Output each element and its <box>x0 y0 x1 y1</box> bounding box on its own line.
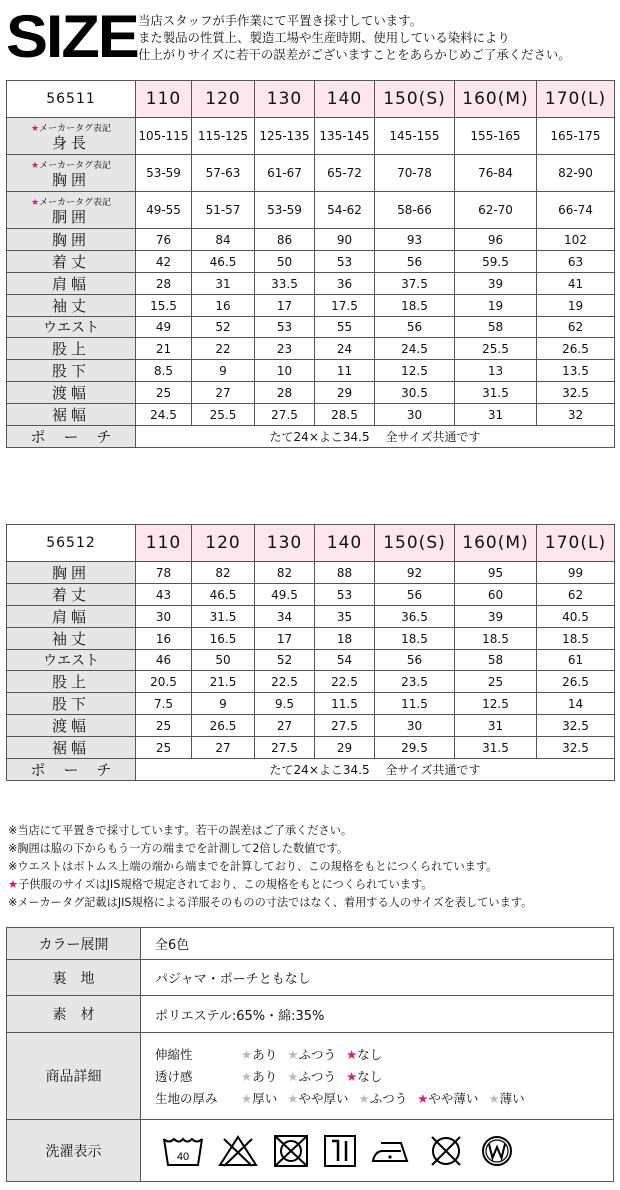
cell: 62 <box>537 584 615 606</box>
cell: 54-62 <box>315 192 375 229</box>
star-icon: ★ <box>287 1069 299 1084</box>
cell: 59.5 <box>455 251 537 273</box>
cell: 82-90 <box>537 155 615 192</box>
row-label: 肩幅 <box>7 273 136 295</box>
pouch-row <box>7 426 615 448</box>
wash-label: 洗濯表示 <box>7 1120 141 1182</box>
cell: 62 <box>537 317 615 338</box>
detail-name: 伸縮性 <box>155 1047 193 1062</box>
star-icon: ★ <box>241 1047 253 1062</box>
cell: 155-165 <box>455 118 537 155</box>
row-label: 裾幅 <box>7 404 136 426</box>
cell: 18.5 <box>455 628 537 650</box>
cell: 28 <box>136 273 192 295</box>
size-140: 140 <box>315 525 375 562</box>
cell: 27 <box>192 382 255 404</box>
size-170: 170(L) <box>537 81 615 118</box>
star-icon: ★ <box>488 1091 500 1106</box>
size-120: 120 <box>192 81 255 118</box>
pouch-label: ポーチ <box>7 759 136 781</box>
note: ※ウエストはボトムス上端の端から端までを計算しており、この規格をもとにつくられています。 <box>8 860 498 873</box>
row-label: ウエスト <box>7 317 136 338</box>
cell: 15.5 <box>136 295 192 317</box>
cell: 86 <box>255 229 315 251</box>
cell: 40.5 <box>537 606 615 628</box>
cell: 16 <box>136 628 192 650</box>
cell: 53 <box>315 584 375 606</box>
cell: 25 <box>136 737 192 759</box>
row-label: 渡幅 <box>7 382 136 404</box>
cell: 30 <box>136 606 192 628</box>
cell: 56 <box>375 251 455 273</box>
cell: 23 <box>255 338 315 360</box>
cell: 58 <box>455 317 537 338</box>
table-row <box>7 382 615 404</box>
table-row <box>7 360 615 382</box>
cell: 56 <box>375 584 455 606</box>
cell: 23.5 <box>375 671 455 693</box>
detail-name: 透け感 <box>155 1069 193 1084</box>
table-row <box>7 251 615 273</box>
cell: 46.5 <box>192 584 255 606</box>
cell: 25 <box>136 382 192 404</box>
cell: 22.5 <box>315 671 375 693</box>
cell: 46 <box>136 650 192 671</box>
cell: 115-125 <box>192 118 255 155</box>
detail-option: ★厚い <box>241 1091 278 1106</box>
detail-option: ★やや厚い <box>287 1091 349 1106</box>
cell: 12.5 <box>455 693 537 715</box>
product-info-table <box>6 927 614 1182</box>
iron-low-icon <box>369 1133 415 1169</box>
size-header-row <box>7 81 615 118</box>
cell: 30 <box>375 715 455 737</box>
cell: 43 <box>136 584 192 606</box>
star-icon: ★ <box>287 1091 299 1106</box>
cell: 50 <box>255 251 315 273</box>
cell: 17 <box>255 295 315 317</box>
star-icon: ★ <box>8 878 19 891</box>
table-row <box>7 229 615 251</box>
cell: 19 <box>455 295 537 317</box>
cell: 26.5 <box>537 671 615 693</box>
detail-option: ★なし <box>345 1047 383 1062</box>
tag-label: ★メーカータグ表記 胴囲 <box>7 192 136 229</box>
star-icon: ★ <box>287 1047 299 1062</box>
size-130: 130 <box>255 81 315 118</box>
cell: 9 <box>192 360 255 382</box>
cell: 31 <box>455 404 537 426</box>
cell: 56 <box>375 317 455 338</box>
detail-item <box>155 1065 613 1087</box>
cell: 62-70 <box>455 192 537 229</box>
star-icon: ★ <box>417 1091 429 1106</box>
table-row <box>7 606 615 628</box>
size-110: 110 <box>136 525 192 562</box>
row-label: ウエスト <box>7 650 136 671</box>
cell: 57-63 <box>192 155 255 192</box>
cell: 96 <box>455 229 537 251</box>
color-value: 全6色 <box>141 928 614 960</box>
cell: 8.5 <box>136 360 192 382</box>
material-value: ポリエステル:65%・綿:35% <box>141 996 614 1033</box>
detail-option: ★なし <box>345 1069 383 1084</box>
table-row <box>7 671 615 693</box>
cell: 21.5 <box>192 671 255 693</box>
table-row <box>7 650 615 671</box>
cell: 105-115 <box>136 118 192 155</box>
size-150: 150(S) <box>375 81 455 118</box>
pouch-row <box>7 759 615 781</box>
cell: 27.5 <box>315 715 375 737</box>
detail-row <box>7 1033 614 1120</box>
cell: 42 <box>136 251 192 273</box>
cell: 61 <box>537 650 615 671</box>
cell: 18 <box>315 628 375 650</box>
cell: 99 <box>537 562 615 584</box>
cell: 66-74 <box>537 192 615 229</box>
size-170: 170(L) <box>537 525 615 562</box>
table-row <box>7 338 615 360</box>
star-icon: ★ <box>345 1047 358 1062</box>
wash-icons <box>141 1120 614 1182</box>
cell: 52 <box>255 650 315 671</box>
pouch-value: たて24×よこ34.5 全サイズ共通です <box>136 426 615 448</box>
row-label: 股下 <box>7 360 136 382</box>
cell: 31 <box>192 273 255 295</box>
cell: 25 <box>136 715 192 737</box>
cell: 14 <box>537 693 615 715</box>
row-label: 裾幅 <box>7 737 136 759</box>
wet-clean-icon <box>477 1133 517 1169</box>
notes <box>8 822 616 912</box>
cell: 36.5 <box>375 606 455 628</box>
cell: 29 <box>315 737 375 759</box>
table-row <box>7 715 615 737</box>
wash-row <box>7 1120 614 1182</box>
detail-item <box>155 1087 613 1109</box>
table-row <box>7 562 615 584</box>
cell: 29 <box>315 382 375 404</box>
star-icon: ★ <box>241 1069 253 1084</box>
cell: 41 <box>537 273 615 295</box>
cell: 24 <box>315 338 375 360</box>
wash-temp: 40 <box>176 1150 190 1163</box>
table-row <box>7 584 615 606</box>
model-number: 56512 <box>7 525 136 562</box>
detail-name: 生地の厚み <box>155 1091 218 1106</box>
cell: 58 <box>455 650 537 671</box>
row-label: 股上 <box>7 671 136 693</box>
cell: 55 <box>315 317 375 338</box>
cell: 9 <box>192 693 255 715</box>
size-header-row <box>7 525 615 562</box>
tag-label: ★メーカータグ表記 胸囲 <box>7 155 136 192</box>
wash-40-icon <box>161 1133 205 1169</box>
detail-item <box>155 1043 613 1065</box>
cell: 49-55 <box>136 192 192 229</box>
cell: 102 <box>537 229 615 251</box>
row-label: 肩幅 <box>7 606 136 628</box>
cell: 92 <box>375 562 455 584</box>
note: ※メーカータグ記載はJIS規格による洋服そのものの寸法ではなく、着用する人のサイズを表しています。 <box>8 896 533 909</box>
material-label: 素材 <box>7 996 141 1033</box>
header <box>6 3 614 70</box>
cell: 53 <box>315 251 375 273</box>
color-row <box>7 928 614 960</box>
cell: 32.5 <box>537 737 615 759</box>
cell: 25.5 <box>192 404 255 426</box>
cell: 27 <box>255 715 315 737</box>
cell: 54 <box>315 650 375 671</box>
cell: 22 <box>192 338 255 360</box>
cell: 24.5 <box>136 404 192 426</box>
detail-option: ★ふつう <box>358 1091 408 1106</box>
cell: 34 <box>255 606 315 628</box>
cell: 88 <box>315 562 375 584</box>
size-table-56512 <box>6 524 615 781</box>
cell: 20.5 <box>136 671 192 693</box>
lining-value: パジャマ・ポーチともなし <box>141 960 614 996</box>
cell: 50 <box>192 650 255 671</box>
cell: 11 <box>315 360 375 382</box>
size-160: 160(M) <box>455 81 537 118</box>
size-110: 110 <box>136 81 192 118</box>
table-row <box>7 317 615 338</box>
header-text <box>138 12 618 63</box>
cell: 76 <box>136 229 192 251</box>
pouch-label: ポーチ <box>7 426 136 448</box>
cell: 27.5 <box>255 404 315 426</box>
cell: 30 <box>375 404 455 426</box>
row-label: 渡幅 <box>7 715 136 737</box>
cell: 18.5 <box>375 628 455 650</box>
lining-label: 裏地 <box>7 960 141 996</box>
star-icon: ★ <box>345 1069 358 1084</box>
tag-row-height <box>7 118 615 155</box>
row-label: 着丈 <box>7 584 136 606</box>
cell: 36 <box>315 273 375 295</box>
cell: 95 <box>455 562 537 584</box>
header-line-1: 当店スタッフが手作業にて平置き採寸しています。 <box>138 13 422 28</box>
note: ★子供服のサイズはJIS規格で規定されており、この規格をもとにつくられています。 <box>8 878 433 891</box>
cell: 16 <box>192 295 255 317</box>
cell: 18.5 <box>375 295 455 317</box>
cell: 10 <box>255 360 315 382</box>
cell: 125-135 <box>255 118 315 155</box>
cell: 39 <box>455 273 537 295</box>
size-160: 160(M) <box>455 525 537 562</box>
detail-label: 商品詳細 <box>7 1033 141 1120</box>
tag-label: ★メーカータグ表記 身長 <box>7 118 136 155</box>
cell: 65-72 <box>315 155 375 192</box>
table-row <box>7 737 615 759</box>
cell: 13 <box>455 360 537 382</box>
size-120: 120 <box>192 525 255 562</box>
size-table-56511 <box>6 80 615 448</box>
size-130: 130 <box>255 525 315 562</box>
cell: 18.5 <box>537 628 615 650</box>
cell: 9.5 <box>255 693 315 715</box>
lining-row <box>7 960 614 996</box>
row-label: 袖丈 <box>7 295 136 317</box>
no-dry-clean-icon <box>426 1133 466 1169</box>
tag-row-waist <box>7 192 615 229</box>
cell: 84 <box>192 229 255 251</box>
detail-option: ★薄い <box>488 1091 525 1106</box>
table-row <box>7 295 615 317</box>
cell: 60 <box>455 584 537 606</box>
detail-option: ★ふつう <box>287 1069 336 1084</box>
cell: 27 <box>192 737 255 759</box>
cell: 37.5 <box>375 273 455 295</box>
cell: 26.5 <box>192 715 255 737</box>
cell: 82 <box>255 562 315 584</box>
color-label: カラー展開 <box>7 928 141 960</box>
cell: 21 <box>136 338 192 360</box>
row-label: 胸囲 <box>7 229 136 251</box>
cell: 49.5 <box>255 584 315 606</box>
cell: 61-67 <box>255 155 315 192</box>
table-row <box>7 693 615 715</box>
model-number: 56511 <box>7 81 136 118</box>
no-tumble-dry-icon <box>271 1133 311 1169</box>
row-label: 袖丈 <box>7 628 136 650</box>
cell: 135-145 <box>315 118 375 155</box>
size-150: 150(S) <box>375 525 455 562</box>
detail-option: ★あり <box>241 1047 278 1062</box>
table-row <box>7 628 615 650</box>
material-row <box>7 996 614 1033</box>
line-dry-icon <box>322 1133 358 1169</box>
cell: 25.5 <box>455 338 537 360</box>
cell: 19 <box>537 295 615 317</box>
header-line-2: また製品の性質上、製造工場や生産時期、使用している染料により <box>138 30 510 45</box>
cell: 32.5 <box>537 715 615 737</box>
cell: 28.5 <box>315 404 375 426</box>
header-line-3: 仕上がりサイズに若干の誤差がございますことをあらかじめご了承ください。 <box>138 47 571 62</box>
cell: 16.5 <box>192 628 255 650</box>
cell: 51-57 <box>192 192 255 229</box>
cell: 32.5 <box>537 382 615 404</box>
row-label: 胸囲 <box>7 562 136 584</box>
row-label: 股上 <box>7 338 136 360</box>
detail-option: ★やや薄い <box>417 1091 479 1106</box>
detail-option: ★あり <box>241 1069 278 1084</box>
pouch-value: たて24×よこ34.5 全サイズ共通です <box>136 759 615 781</box>
table-row <box>7 273 615 295</box>
cell: 33.5 <box>255 273 315 295</box>
cell: 11.5 <box>375 693 455 715</box>
cell: 12.5 <box>375 360 455 382</box>
cell: 32 <box>537 404 615 426</box>
note: ※胸囲は脇の下からもう一方の端までを計測して2倍した数値です。 <box>8 842 349 855</box>
cell: 78 <box>136 562 192 584</box>
row-label: 股下 <box>7 693 136 715</box>
cell: 63 <box>537 251 615 273</box>
cell: 11.5 <box>315 693 375 715</box>
cell: 17.5 <box>315 295 375 317</box>
cell: 58-66 <box>375 192 455 229</box>
tag-row-chest <box>7 155 615 192</box>
cell: 29.5 <box>375 737 455 759</box>
cell: 165-175 <box>537 118 615 155</box>
no-bleach-icon <box>216 1133 260 1169</box>
cell: 25 <box>455 671 537 693</box>
star-icon: ★ <box>358 1091 370 1106</box>
size-140: 140 <box>315 81 375 118</box>
star-icon: ★ <box>241 1091 253 1106</box>
cell: 39 <box>455 606 537 628</box>
cell: 13.5 <box>537 360 615 382</box>
cell: 26.5 <box>537 338 615 360</box>
cell: 52 <box>192 317 255 338</box>
table-row <box>7 404 615 426</box>
detail-option: ★ふつう <box>287 1047 336 1062</box>
cell: 27.5 <box>255 737 315 759</box>
cell: 17 <box>255 628 315 650</box>
cell: 56 <box>375 650 455 671</box>
note: ※当店にて平置きで採寸しています。若干の誤差はご了承ください。 <box>8 824 353 837</box>
cell: 35 <box>315 606 375 628</box>
cell: 46.5 <box>192 251 255 273</box>
cell: 24.5 <box>375 338 455 360</box>
cell: 53 <box>255 317 315 338</box>
cell: 49 <box>136 317 192 338</box>
cell: 145-155 <box>375 118 455 155</box>
detail-values <box>141 1033 614 1120</box>
cell: 70-78 <box>375 155 455 192</box>
cell: 30.5 <box>375 382 455 404</box>
size-logo: SIZE <box>6 3 138 70</box>
cell: 31.5 <box>455 737 537 759</box>
cell: 82 <box>192 562 255 584</box>
cell: 22.5 <box>255 671 315 693</box>
cell: 93 <box>375 229 455 251</box>
row-label: 着丈 <box>7 251 136 273</box>
cell: 31.5 <box>192 606 255 628</box>
cell: 28 <box>255 382 315 404</box>
cell: 53-59 <box>255 192 315 229</box>
cell: 7.5 <box>136 693 192 715</box>
cell: 53-59 <box>136 155 192 192</box>
cell: 90 <box>315 229 375 251</box>
cell: 31 <box>455 715 537 737</box>
cell: 31.5 <box>455 382 537 404</box>
cell: 76-84 <box>455 155 537 192</box>
